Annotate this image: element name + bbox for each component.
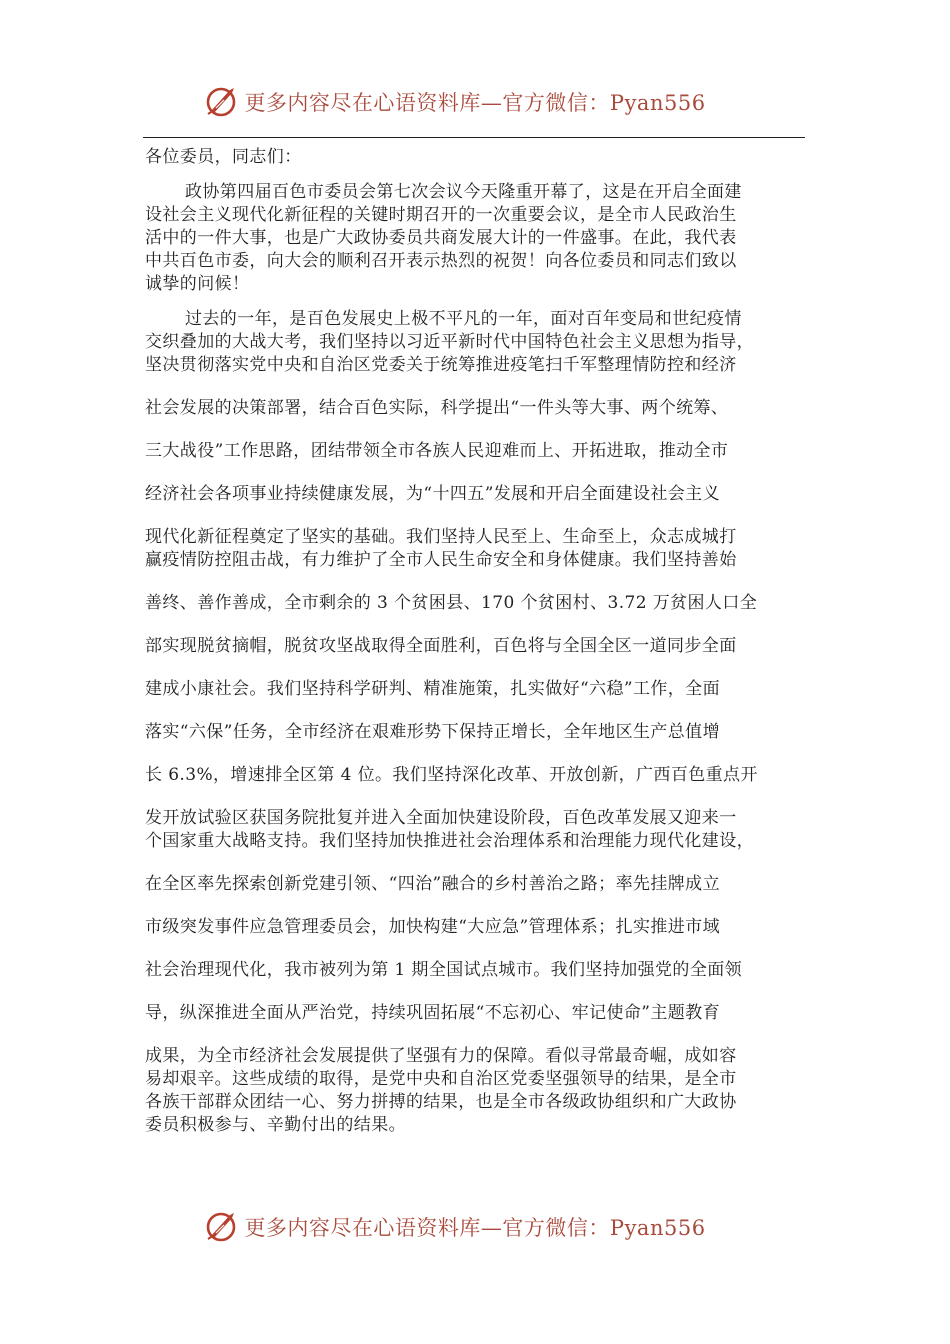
quill-logo-icon — [204, 84, 240, 120]
text-line: 政协第四届百色市委员会第七次会议今天隆重开幕了，这是在开启全面建 — [185, 182, 742, 202]
text-line: 长 6.3%，增速排全区第 4 位。我们坚持深化改革、开放创新，广西百色重点开 — [145, 765, 758, 785]
text-line: 现代化新征程奠定了坚实的基础。我们坚持人民至上、生命至上，众志成城打 — [145, 527, 737, 547]
text-line: 社会发展的决策部署，结合百色实际，科学提出“一件头等大事、两个统筹、 — [145, 398, 729, 418]
paragraph-1 — [145, 181, 815, 296]
text-line: 部实现脱贫摘帽，脱贫攻坚战取得全面胜利，百色将与全国全区一道同步全面 — [145, 636, 737, 656]
text-line: 导，纵深推进全面从严治党，持续巩固拓展“不忘初心、牢记使命”主题教育 — [145, 1003, 720, 1023]
paragraph-2 — [145, 308, 815, 1137]
header-divider — [143, 137, 805, 138]
text-line: 个国家重大战略支持。我们坚持加快推进社会治理体系和治理能力现代化建设， — [145, 831, 754, 851]
text-line: 赢疫情防控阻击战，有力维护了全市人民生命安全和身体健康。我们坚持善始 — [145, 550, 737, 570]
text-line: 活中的一件大事，也是广大政协委员共商发展大计的一件盛事。在此，我代表 — [145, 228, 737, 248]
text-line: 在全区率先探索创新党建引领、“四治”融合的乡村善治之路；率先挂牌成立 — [145, 874, 720, 894]
text-line: 成果，为全市经济社会发展提供了坚强有力的保障。看似寻常最奇崛，成如容 — [145, 1046, 737, 1066]
text-line: 经济社会各项事业持续健康发展，为“十四五”发展和开启全面建设社会主义 — [145, 484, 720, 504]
greeting — [145, 146, 815, 169]
footer-brand-text: 更多内容尽在心语资料库—官方微信：Pyan556 — [244, 1216, 706, 1240]
greeting-line: 各位委员，同志们： — [145, 147, 302, 167]
quill-logo-icon — [204, 1209, 240, 1245]
text-line: 设社会主义现代化新征程的关键时期召开的一次重要会议，是全市人民政治生 — [145, 205, 737, 225]
text-line: 交织叠加的大战大考，我们坚持以习近平新时代中国特色社会主义思想为指导， — [145, 332, 754, 352]
header-brand — [0, 82, 950, 122]
text-line: 三大战役”工作思路，团结带领全市各族人民迎难而上、开拓进取，推动全市 — [145, 441, 729, 461]
text-line: 过去的一年，是百色发展史上极不平凡的一年，面对百年变局和世纪疫情 — [185, 309, 742, 329]
text-line: 市级突发事件应急管理委员会，加快构建“大应急”管理体系；扎实推进市域 — [145, 917, 720, 937]
footer-brand — [0, 1207, 950, 1247]
text-line: 善终、善作善成，全市剩余的 3 个贫困县、170 个贫困村、3.72 万贫困人口全 — [145, 593, 758, 613]
text-line: 各族干部群众团结一心、努力拼搏的结果，也是全市各级政协组织和广大政协 — [145, 1092, 737, 1112]
text-line: 委员积极参与、辛勤付出的结果。 — [145, 1115, 406, 1135]
text-line: 易却艰辛。这些成绩的取得，是党中央和自治区党委坚强领导的结果，是全市 — [145, 1069, 737, 1089]
text-line: 诚挚的问候！ — [145, 274, 250, 294]
text-line: 坚决贯彻落实党中央和自治区党委关于统筹推进疫笔扫千军整理情防控和经济 — [145, 355, 737, 375]
text-line: 发开放试验区获国务院批复并进入全面加快建设阶段，百色改革发展又迎来一 — [145, 808, 737, 828]
document-body — [145, 146, 815, 1149]
text-line: 建成小康社会。我们坚持科学研判、精准施策，扎实做好“六稳”工作，全面 — [145, 679, 720, 699]
text-line: 社会治理现代化，我市被列为第 1 期全国试点城市。我们坚持加强党的全面领 — [145, 960, 743, 980]
text-line: 中共百色市委，向大会的顺利召开表示热烈的祝贺！向各位委员和同志们致以 — [145, 251, 737, 271]
text-line: 落实“六保”任务，全市经济在艰难形势下保持正增长，全年地区生产总值增 — [145, 722, 720, 742]
header-brand-text: 更多内容尽在心语资料库—官方微信：Pyan556 — [244, 91, 706, 115]
